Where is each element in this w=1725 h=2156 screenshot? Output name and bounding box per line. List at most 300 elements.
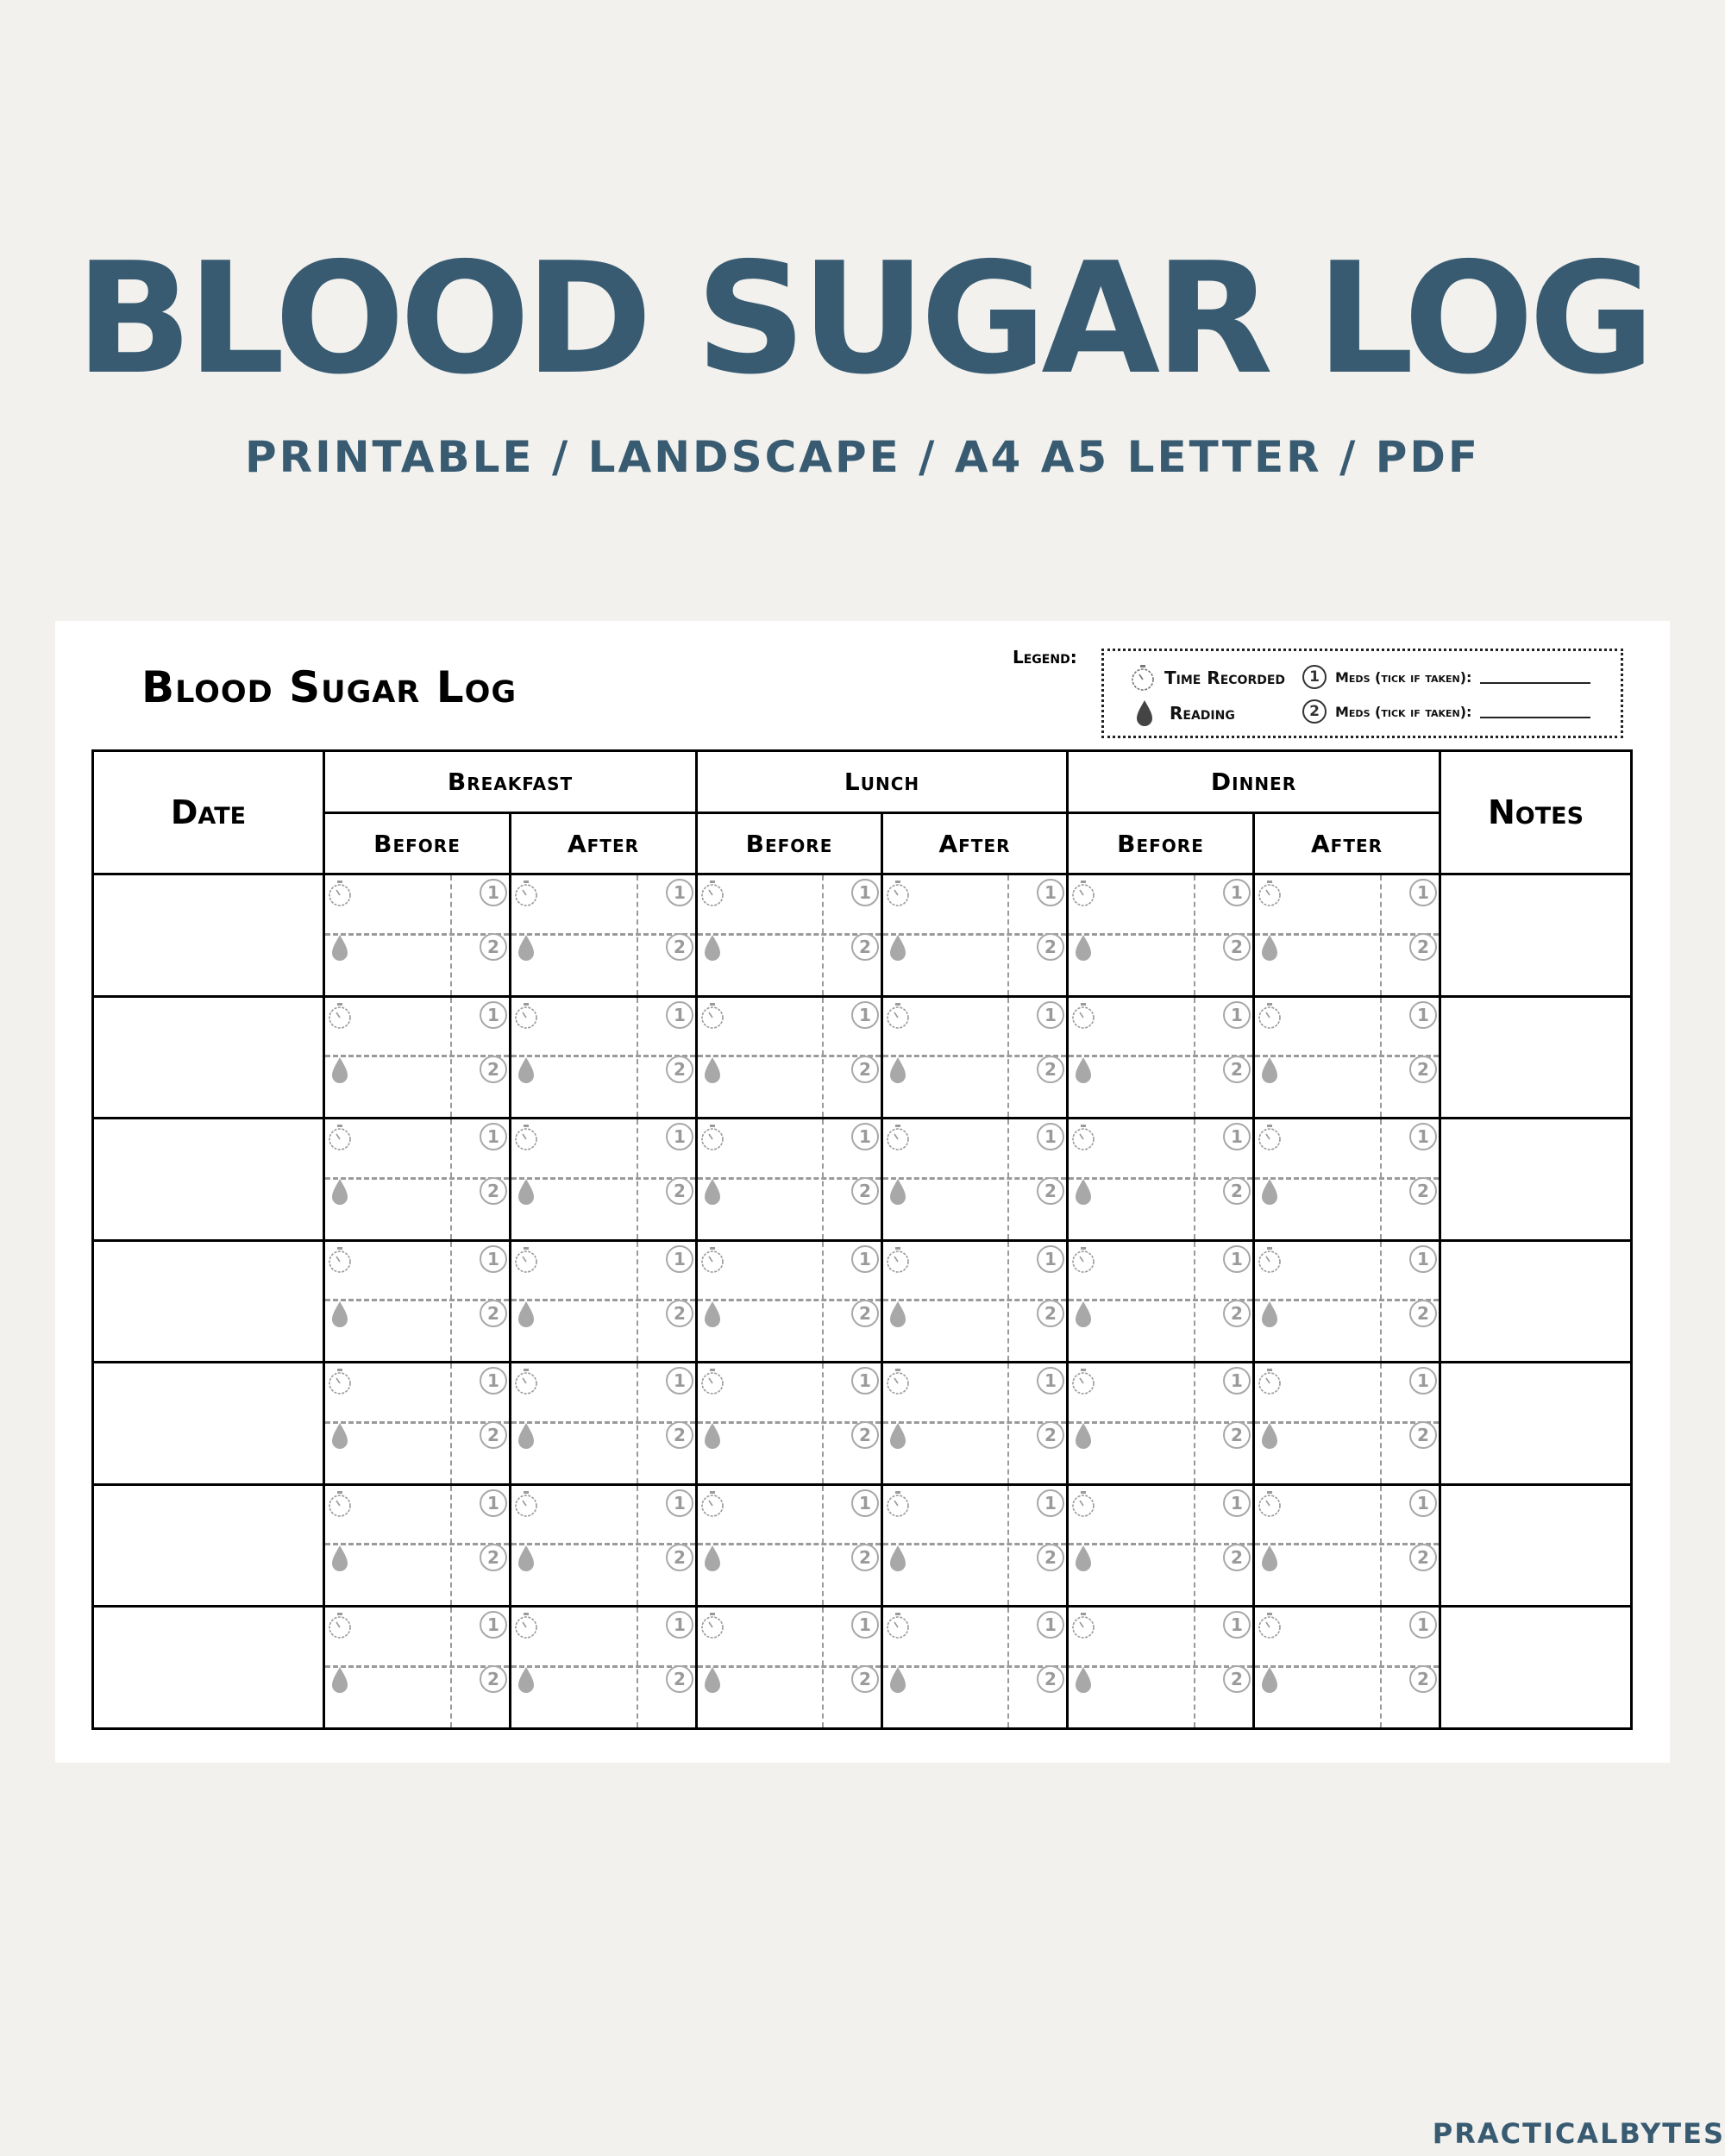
meds-one-icon[interactable]: 1: [1223, 1611, 1251, 1639]
stopwatch-icon: [885, 1611, 911, 1640]
breakfast-after-cell[interactable]: [511, 1119, 697, 1241]
dinner-before-cell[interactable]: [1068, 1363, 1254, 1485]
meds-two-icon[interactable]: 2: [1409, 1300, 1437, 1327]
meal-header-dinner: Dinner: [1068, 751, 1440, 813]
meal-header-breakfast: Breakfast: [324, 751, 697, 813]
drop-icon: [1260, 1422, 1279, 1450]
drop-icon: [1074, 1056, 1093, 1084]
hero-subtitle: PRINTABLE / LANDSCAPE / A4 A5 LETTER / PDF: [244, 432, 1481, 482]
drop-icon: [703, 1056, 722, 1084]
breakfast-after-cell[interactable]: [511, 996, 697, 1119]
meds-one-icon[interactable]: 1: [1037, 1123, 1064, 1150]
brand-mark: PRACTICALBYTES: [1432, 2117, 1725, 2150]
stopwatch-icon: [1257, 1489, 1283, 1519]
slot-divider: [698, 1177, 881, 1180]
lunch-before-cell[interactable]: [697, 1484, 882, 1607]
legend-meds-2: [1302, 699, 1590, 724]
meds-one-icon[interactable]: 1: [666, 1245, 693, 1273]
legend-reading: [1135, 699, 1235, 727]
stopwatch-icon: [1130, 663, 1156, 693]
meds-two-icon[interactable]: 2: [666, 1177, 693, 1205]
stopwatch-icon: [699, 1489, 725, 1519]
slot-divider: [1255, 1665, 1439, 1668]
drop-icon: [330, 1178, 349, 1206]
lunch-after-cell[interactable]: [882, 1240, 1068, 1363]
dinner-before-header: Before: [1068, 813, 1254, 874]
stopwatch-icon: [1257, 1001, 1283, 1031]
drop-icon: [330, 1056, 349, 1084]
meds-one-icon[interactable]: 1: [666, 879, 693, 906]
stopwatch-icon: [1070, 1001, 1096, 1031]
legend-box: [1101, 649, 1623, 738]
stopwatch-icon: [513, 1367, 539, 1396]
meds-two-icon[interactable]: 2: [666, 1421, 693, 1449]
stopwatch-icon: [1257, 1367, 1283, 1396]
slot-divider: [883, 1177, 1066, 1180]
meds-two-icon[interactable]: 2: [666, 1056, 693, 1083]
meds-one-icon[interactable]: 1: [1409, 1245, 1437, 1273]
meds-one-icon[interactable]: 1: [480, 1001, 507, 1029]
meds-two-icon[interactable]: 2: [1409, 1544, 1437, 1571]
slot-divider: [1069, 1421, 1252, 1424]
meds-one-icon[interactable]: 1: [480, 1611, 507, 1639]
slot-divider: [698, 933, 881, 936]
stopwatch-icon: [327, 1611, 353, 1640]
stopwatch-icon: [513, 879, 539, 908]
drop-icon: [1074, 1666, 1093, 1694]
dinner-before-cell[interactable]: [1068, 1240, 1254, 1363]
log-row: [93, 1607, 1632, 1729]
drop-icon: [517, 934, 536, 962]
meds-one-icon[interactable]: 1: [851, 1611, 879, 1639]
slot-divider: [1069, 933, 1252, 936]
date-cell[interactable]: [93, 1484, 324, 1607]
slot-divider: [883, 933, 1066, 936]
stopwatch-icon: [1070, 1245, 1096, 1275]
slot-divider: [511, 1543, 695, 1545]
stopwatch-icon: [699, 1001, 725, 1031]
meds-one-icon[interactable]: 1: [1223, 1123, 1251, 1150]
log-table: [91, 749, 1633, 1730]
meds-one-icon[interactable]: 1: [480, 1489, 507, 1517]
meds-two-icon[interactable]: 2: [480, 1300, 507, 1327]
meds-one-icon[interactable]: 1: [1223, 1367, 1251, 1395]
stopwatch-icon: [885, 1001, 911, 1031]
slot-divider: [511, 933, 695, 936]
stopwatch-icon: [699, 1367, 725, 1396]
dinner-after-header: After: [1254, 813, 1440, 874]
meds-two-icon[interactable]: 2: [1037, 1177, 1064, 1205]
slot-divider: [1069, 1299, 1252, 1301]
drop-icon: [517, 1178, 536, 1206]
drop-icon: [330, 1422, 349, 1450]
stopwatch-icon: [1257, 1611, 1283, 1640]
date-cell[interactable]: [93, 1119, 324, 1241]
meds-one-icon[interactable]: 1: [1409, 1489, 1437, 1517]
slot-divider: [511, 1421, 695, 1424]
stopwatch-icon: [1257, 1245, 1283, 1275]
drop-icon: [1260, 1056, 1279, 1084]
drop-icon: [888, 1666, 907, 1694]
slot-divider: [325, 933, 509, 936]
meds-one-icon[interactable]: 1: [666, 1489, 693, 1517]
meds-one-icon: 1: [1302, 665, 1327, 689]
lunch-after-cell[interactable]: [882, 1119, 1068, 1241]
breakfast-before-header: Before: [324, 813, 511, 874]
slot-divider: [883, 1055, 1066, 1057]
meds-two-icon: 2: [1302, 699, 1327, 724]
legend-reading-label: Reading: [1170, 703, 1235, 724]
meal-header-lunch: Lunch: [697, 751, 1068, 813]
lunch-after-cell[interactable]: [882, 874, 1068, 997]
meds-one-icon[interactable]: 1: [851, 1123, 879, 1150]
slot-divider: [1069, 1543, 1252, 1545]
stopwatch-icon: [513, 1245, 539, 1275]
slot-divider: [1255, 933, 1439, 936]
breakfast-before-cell[interactable]: [324, 1119, 511, 1241]
meds-two-icon[interactable]: 2: [1223, 1056, 1251, 1083]
meds-one-icon[interactable]: 1: [1037, 1367, 1064, 1395]
lunch-before-cell[interactable]: [697, 1363, 882, 1485]
meds-one-icon[interactable]: 1: [1037, 879, 1064, 906]
notes-cell[interactable]: [1440, 1240, 1632, 1363]
hero-title: BLOOD SUGAR LOG: [75, 229, 1650, 408]
lunch-before-cell[interactable]: [697, 996, 882, 1119]
meds-two-icon[interactable]: 2: [1409, 1056, 1437, 1083]
stopwatch-icon: [699, 1611, 725, 1640]
breakfast-before-cell[interactable]: [324, 1363, 511, 1485]
slot-divider: [325, 1543, 509, 1545]
stopwatch-icon: [1257, 879, 1283, 908]
meds-one-icon[interactable]: 1: [851, 879, 879, 906]
slot-divider: [698, 1543, 881, 1545]
slot-divider: [511, 1177, 695, 1180]
stopwatch-icon: [1070, 879, 1096, 908]
meds-one-icon[interactable]: 1: [1037, 1245, 1064, 1273]
meds-one-icon[interactable]: 1: [1409, 879, 1437, 906]
slot-divider: [1255, 1421, 1439, 1424]
stopwatch-icon: [885, 1489, 911, 1519]
slot-divider: [698, 1299, 881, 1301]
date-cell[interactable]: [93, 1363, 324, 1485]
meds-one-icon[interactable]: 1: [1223, 1489, 1251, 1517]
meds-one-icon[interactable]: 1: [1223, 879, 1251, 906]
slot-divider: [883, 1299, 1066, 1301]
meds-one-icon[interactable]: 1: [666, 1001, 693, 1029]
slot-divider: [1069, 1665, 1252, 1668]
legend-meds-1-label: Meds (tick if taken):: [1335, 668, 1472, 686]
meds-two-icon[interactable]: 2: [1409, 1665, 1437, 1693]
slot-divider: [883, 1543, 1066, 1545]
drop-icon: [517, 1545, 536, 1572]
drop-icon: [888, 1545, 907, 1572]
drop-icon: [1260, 1545, 1279, 1572]
date-cell[interactable]: [93, 1240, 324, 1363]
meds-two-icon[interactable]: 2: [666, 1300, 693, 1327]
log-row: [93, 874, 1632, 997]
meds-one-icon[interactable]: 1: [1037, 1001, 1064, 1029]
drop-icon: [330, 934, 349, 962]
stopwatch-icon: [1070, 1367, 1096, 1396]
slot-divider: [698, 1421, 881, 1424]
drop-icon: [703, 1178, 722, 1206]
slot-divider: [1069, 1055, 1252, 1057]
lunch-after-cell[interactable]: [882, 1363, 1068, 1485]
meds-one-icon[interactable]: 1: [666, 1611, 693, 1639]
breakfast-before-cell[interactable]: [324, 874, 511, 997]
legend-time-recorded: [1130, 663, 1285, 693]
meds-two-icon[interactable]: 2: [1037, 1665, 1064, 1693]
lunch-after-cell[interactable]: [882, 996, 1068, 1119]
breakfast-after-cell[interactable]: [511, 1240, 697, 1363]
meds-one-icon[interactable]: 1: [851, 1245, 879, 1273]
lunch-before-cell[interactable]: [697, 1119, 882, 1241]
breakfast-after-cell[interactable]: [511, 1484, 697, 1607]
dinner-before-cell[interactable]: [1068, 1119, 1254, 1241]
lunch-before-cell[interactable]: [697, 1240, 882, 1363]
slot-divider: [325, 1299, 509, 1301]
meds-two-icon[interactable]: 2: [851, 1177, 879, 1205]
meds-one-icon[interactable]: 1: [480, 879, 507, 906]
drop-icon: [330, 1545, 349, 1572]
stopwatch-icon: [513, 1001, 539, 1031]
meds-two-icon[interactable]: 2: [1037, 1421, 1064, 1449]
log-body: [93, 874, 1632, 1729]
meds-two-icon[interactable]: 2: [851, 1300, 879, 1327]
meds-one-icon[interactable]: 1: [1409, 1367, 1437, 1395]
slot-divider: [325, 1421, 509, 1424]
drop-icon: [1260, 934, 1279, 962]
notes-cell[interactable]: [1440, 1363, 1632, 1485]
legend-label: Legend:: [1013, 647, 1077, 667]
meds-two-icon[interactable]: 2: [851, 1665, 879, 1693]
date-cell[interactable]: [93, 1607, 324, 1729]
meds-two-icon[interactable]: 2: [1409, 1421, 1437, 1449]
stopwatch-icon: [327, 1001, 353, 1031]
stopwatch-icon: [885, 1367, 911, 1396]
meds-one-icon[interactable]: 1: [1037, 1611, 1064, 1639]
slot-divider: [1255, 1299, 1439, 1301]
legend-meds-2-label: Meds (tick if taken):: [1335, 703, 1472, 720]
slot-divider: [1255, 1055, 1439, 1057]
stopwatch-icon: [1070, 1489, 1096, 1519]
meds-one-icon[interactable]: 1: [851, 1489, 879, 1517]
meds-one-icon[interactable]: 1: [480, 1123, 507, 1150]
meds-two-icon[interactable]: 2: [1223, 1665, 1251, 1693]
meds-two-icon[interactable]: 2: [851, 1056, 879, 1083]
slot-divider: [1255, 1543, 1439, 1545]
meds-two-icon[interactable]: 2: [480, 1544, 507, 1571]
slot-divider: [1255, 1177, 1439, 1180]
date-header: Date: [93, 751, 324, 874]
dinner-after-cell[interactable]: [1254, 874, 1440, 997]
drop-icon: [888, 1056, 907, 1084]
meds-one-icon[interactable]: 1: [480, 1245, 507, 1273]
meds-two-icon[interactable]: 2: [1037, 1300, 1064, 1327]
drop-icon: [1260, 1666, 1279, 1694]
notes-cell[interactable]: [1440, 874, 1632, 997]
meds-two-icon[interactable]: 2: [1223, 1421, 1251, 1449]
meds-one-icon[interactable]: 1: [1223, 1001, 1251, 1029]
drop-icon: [703, 1545, 722, 1572]
notes-cell[interactable]: [1440, 996, 1632, 1119]
breakfast-after-header: After: [511, 813, 697, 874]
meds-two-icon[interactable]: 2: [1037, 1544, 1064, 1571]
meds-two-icon[interactable]: 2: [480, 1421, 507, 1449]
drop-icon: [1074, 1422, 1093, 1450]
drop-icon: [888, 934, 907, 962]
slot-divider: [325, 1665, 509, 1668]
lunch-before-cell[interactable]: [697, 874, 882, 997]
drop-icon: [703, 934, 722, 962]
meds-one-icon[interactable]: 1: [1037, 1489, 1064, 1517]
meds-two-icon[interactable]: 2: [1223, 933, 1251, 961]
legend-meds-1-line: [1480, 670, 1590, 684]
log-row: [93, 1119, 1632, 1241]
drop-icon: [517, 1666, 536, 1694]
meds-two-icon[interactable]: 2: [1037, 1056, 1064, 1083]
dinner-after-cell[interactable]: [1254, 1484, 1440, 1607]
lunch-after-cell[interactable]: [882, 1484, 1068, 1607]
meds-two-icon[interactable]: 2: [480, 1056, 507, 1083]
stopwatch-icon: [1070, 1611, 1096, 1640]
slot-divider: [511, 1665, 695, 1668]
notes-cell[interactable]: [1440, 1607, 1632, 1729]
meds-two-icon[interactable]: 2: [480, 1665, 507, 1693]
log-row: [93, 1363, 1632, 1485]
meds-two-icon[interactable]: 2: [1223, 1300, 1251, 1327]
breakfast-after-cell[interactable]: [511, 1363, 697, 1485]
stopwatch-icon: [513, 1611, 539, 1640]
slot-divider: [883, 1421, 1066, 1424]
breakfast-before-cell[interactable]: [324, 1484, 511, 1607]
stopwatch-icon: [513, 1489, 539, 1519]
slot-divider: [883, 1665, 1066, 1668]
meds-two-icon[interactable]: 2: [666, 933, 693, 961]
drop-icon: [517, 1056, 536, 1084]
meds-two-icon[interactable]: 2: [851, 933, 879, 961]
dinner-before-cell[interactable]: [1068, 1607, 1254, 1729]
meds-two-icon[interactable]: 2: [480, 933, 507, 961]
stopwatch-icon: [1070, 1123, 1096, 1152]
drop-icon: [330, 1666, 349, 1694]
stopwatch-icon: [699, 879, 725, 908]
stopwatch-icon: [885, 1245, 911, 1275]
drop-icon: [703, 1300, 722, 1328]
dinner-before-cell[interactable]: [1068, 874, 1254, 997]
meds-one-icon[interactable]: 1: [480, 1367, 507, 1395]
meds-two-icon[interactable]: 2: [1409, 1177, 1437, 1205]
legend-time-recorded-label: Time Recorded: [1164, 667, 1286, 688]
drop-icon: [888, 1178, 907, 1206]
drop-icon: [517, 1300, 536, 1328]
drop-icon: [330, 1300, 349, 1328]
slot-divider: [698, 1055, 881, 1057]
slot-divider: [698, 1665, 881, 1668]
drop-icon: [1074, 1178, 1093, 1206]
slot-divider: [325, 1055, 509, 1057]
stopwatch-icon: [327, 1123, 353, 1152]
drop-icon: [703, 1422, 722, 1450]
dinner-after-cell[interactable]: [1254, 1119, 1440, 1241]
drop-icon: [1260, 1300, 1279, 1328]
stopwatch-icon: [885, 879, 911, 908]
meds-one-icon[interactable]: 1: [851, 1001, 879, 1029]
dinner-after-cell[interactable]: [1254, 1607, 1440, 1729]
log-sheet: [55, 621, 1670, 1763]
notes-header: Notes: [1440, 751, 1632, 874]
lunch-before-cell[interactable]: [697, 1607, 882, 1729]
drop-icon: [703, 1666, 722, 1694]
dinner-before-cell[interactable]: [1068, 1484, 1254, 1607]
slot-divider: [511, 1299, 695, 1301]
meds-two-icon[interactable]: 2: [1223, 1544, 1251, 1571]
meds-two-icon[interactable]: 2: [1409, 933, 1437, 961]
meds-one-icon[interactable]: 1: [1409, 1001, 1437, 1029]
meds-two-icon[interactable]: 2: [851, 1421, 879, 1449]
stopwatch-icon: [885, 1123, 911, 1152]
drop-icon: [1260, 1178, 1279, 1206]
slot-divider: [325, 1177, 509, 1180]
log-row: [93, 996, 1632, 1119]
stopwatch-icon: [327, 1489, 353, 1519]
meds-one-icon[interactable]: 1: [1409, 1123, 1437, 1150]
meds-one-icon[interactable]: 1: [666, 1123, 693, 1150]
meds-one-icon[interactable]: 1: [851, 1367, 879, 1395]
log-row: [93, 1484, 1632, 1607]
breakfast-before-cell[interactable]: [324, 1240, 511, 1363]
dinner-before-cell[interactable]: [1068, 996, 1254, 1119]
breakfast-before-cell[interactable]: [324, 1607, 511, 1729]
date-cell[interactable]: [93, 996, 324, 1119]
breakfast-after-cell[interactable]: [511, 874, 697, 997]
meds-two-icon[interactable]: 2: [1223, 1177, 1251, 1205]
meds-one-icon[interactable]: 1: [666, 1367, 693, 1395]
lunch-before-header: Before: [697, 813, 882, 874]
dinner-after-cell[interactable]: [1254, 1240, 1440, 1363]
stopwatch-icon: [1257, 1123, 1283, 1152]
meds-two-icon[interactable]: 2: [666, 1665, 693, 1693]
notes-cell[interactable]: [1440, 1119, 1632, 1241]
date-cell[interactable]: [93, 874, 324, 997]
meds-one-icon[interactable]: 1: [1409, 1611, 1437, 1639]
stopwatch-icon: [699, 1245, 725, 1275]
meds-two-icon[interactable]: 2: [666, 1544, 693, 1571]
breakfast-after-cell[interactable]: [511, 1607, 697, 1729]
stopwatch-icon: [327, 1367, 353, 1396]
lunch-after-cell[interactable]: [882, 1607, 1068, 1729]
legend-meds-1: [1302, 665, 1590, 689]
dinner-after-cell[interactable]: [1254, 996, 1440, 1119]
meds-two-icon[interactable]: 2: [851, 1544, 879, 1571]
stopwatch-icon: [513, 1123, 539, 1152]
drop-icon: [1135, 699, 1154, 727]
legend-meds-2-line: [1480, 705, 1590, 718]
meds-one-icon[interactable]: 1: [1223, 1245, 1251, 1273]
breakfast-before-cell[interactable]: [324, 996, 511, 1119]
stopwatch-icon: [327, 879, 353, 908]
slot-divider: [1069, 1177, 1252, 1180]
meds-two-icon[interactable]: 2: [1037, 933, 1064, 961]
drop-icon: [1074, 1300, 1093, 1328]
drop-icon: [517, 1422, 536, 1450]
meds-two-icon[interactable]: 2: [480, 1177, 507, 1205]
dinner-after-cell[interactable]: [1254, 1363, 1440, 1485]
drop-icon: [888, 1300, 907, 1328]
stopwatch-icon: [699, 1123, 725, 1152]
lunch-after-header: After: [882, 813, 1068, 874]
notes-cell[interactable]: [1440, 1484, 1632, 1607]
